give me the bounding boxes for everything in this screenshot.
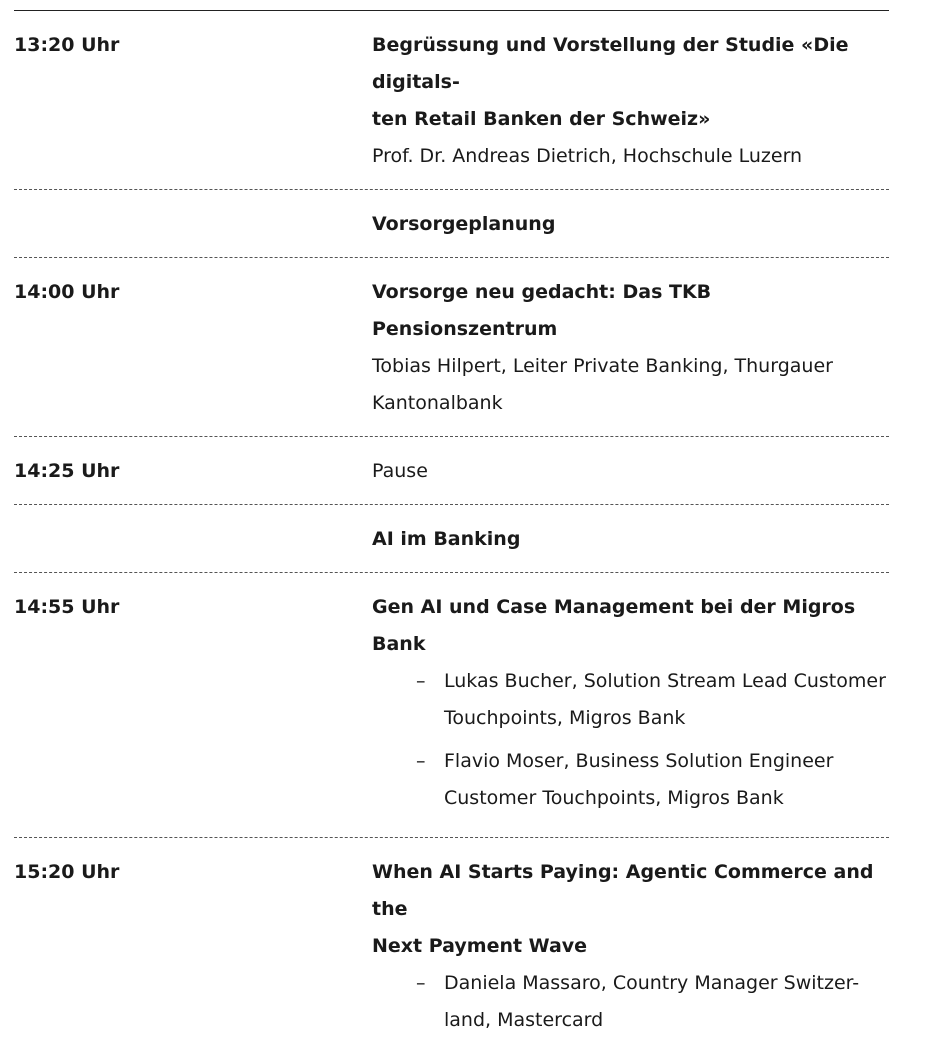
session-speaker: Prof. Dr. Andreas Dietrich, Hochschule Luzern xyxy=(372,145,803,167)
session-content xyxy=(372,589,889,823)
dash-bullet: – xyxy=(416,750,426,772)
agenda-table xyxy=(14,10,889,1059)
agenda-row xyxy=(14,505,889,573)
session-title: Vorsorge neu gedacht: Das TKB Pensionszentrum xyxy=(372,281,712,340)
agenda-row xyxy=(14,838,889,1059)
session-speaker: Tobias Hilpert, Leiter Private Banking, Thurgauer Kantonalbank xyxy=(372,355,833,414)
session-title: When AI Starts Paying: Agentic Commerce and the Next Payment Wave xyxy=(372,861,874,957)
agenda-row xyxy=(14,437,889,505)
section-heading: AI im Banking xyxy=(372,528,521,550)
agenda-row xyxy=(14,258,889,437)
section-heading: Vorsorgeplanung xyxy=(372,213,556,235)
session-time: 13:20 Uhr xyxy=(14,34,120,56)
agenda-row xyxy=(14,11,889,190)
session-time: 15:20 Uhr xyxy=(14,861,120,883)
session-content xyxy=(372,206,889,243)
session-content xyxy=(372,854,889,1045)
session-content xyxy=(372,27,889,175)
session-title: Begrüssung und Vorstellung der Studie «Die digitals- ten Retail Banken der Schweiz» xyxy=(372,34,849,130)
agenda-row xyxy=(14,190,889,258)
speaker-item: – Daniela Massaro, Country Manager Switzer- land, Mastercard xyxy=(372,965,889,1039)
session-title: Gen AI und Case Management bei der Migros Bank xyxy=(372,596,856,655)
session-content xyxy=(372,274,889,422)
speaker-list xyxy=(372,663,889,817)
speaker-list xyxy=(372,965,889,1039)
session-time: 14:55 Uhr xyxy=(14,596,120,618)
session-time xyxy=(14,521,372,558)
dash-bullet: – xyxy=(416,670,426,692)
speaker-item: – Flavio Moser, Business Solution Engineer Customer Touchpoints, Migros Bank xyxy=(372,743,889,817)
speaker-item: – Lukas Bucher, Solution Stream Lead Customer Touchpoints, Migros Bank xyxy=(372,663,889,737)
session-time: 14:00 Uhr xyxy=(14,281,120,303)
dash-bullet: – xyxy=(416,972,426,994)
session-content xyxy=(372,521,889,558)
session-content xyxy=(372,453,889,490)
session-break: Pause xyxy=(372,460,428,482)
session-time: 14:25 Uhr xyxy=(14,460,120,482)
session-time xyxy=(14,206,372,243)
agenda-row xyxy=(14,573,889,838)
